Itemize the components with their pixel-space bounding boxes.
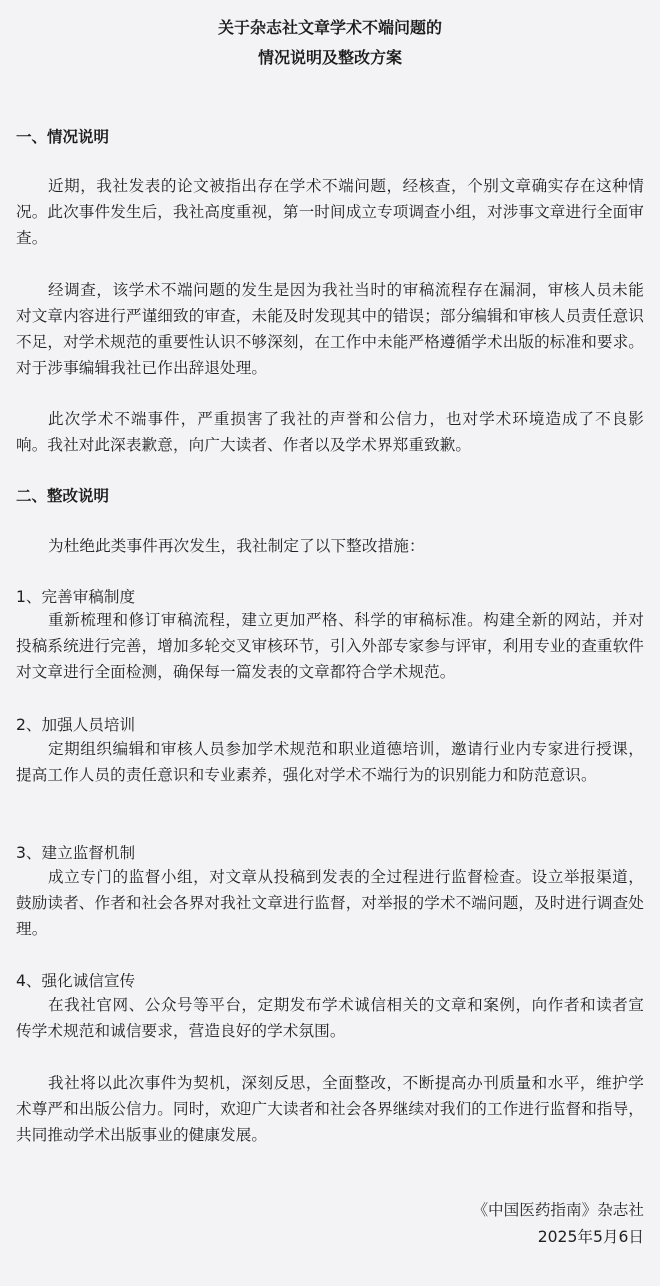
rectification-intro: 为杜绝此类事件再次发生，我社制定了以下整改措施： [48, 537, 425, 555]
measure-text-4: 在我社官网、公众号等平台，定期发布学术诚信相关的文章和案例，向作者和读者宣传学术规范和诚信要求，营造良好的学术氛围。 [16, 996, 644, 1040]
measure-text-3: 成立专门的监督小组，对文章从投稿到发表的全过程进行监督检查。设立举报渠道，鼓励读者、作者和社会各界对我社文章进行监督，对举报的学术不端问题，及时进行调查处理。 [16, 868, 644, 938]
document-title-line-1: 关于杂志社文章学术不端问题的 [217, 18, 442, 37]
measure-text-2: 定期组织编辑和审核人员参加学术规范和职业道德培训，邀请行业内专家进行授课，提高工作人员的责任意识和专业素养，强化对学术不端行为的识别能力和防范意识。 [16, 740, 644, 784]
closing-paragraph: 我社将以此次事件为契机，深刻反思，全面整改，不断提高办刊质量和水平，维护学术尊严和出版公信力。同时，欢迎广大读者和社会各界继续对我们的工作进行监督和指导，共同推动学术出版事业的健康发展。 [16, 1074, 644, 1144]
measure-title-2: 2、加强人员培训 [16, 716, 136, 734]
measure-title-4: 4、强化诚信宣传 [16, 972, 136, 990]
measure-title-1: 1、完善审稿制度 [16, 588, 136, 606]
signature-organization: 《中国医药指南》杂志社 [472, 1201, 644, 1219]
signature-date: 2025年5月6日 [537, 1228, 644, 1246]
measure-title-3: 3、建立监督机制 [16, 844, 136, 862]
situation-paragraph-2: 经调查，该学术不端问题的发生是因为我社当时的审稿流程存在漏洞，审核人员未能对文章内容进行严谨细致的审查，未能及时发现其中的错误；部分编辑和审核人员责任意识不足，对学术规范的重要性认识不够深刻，在工作中未能严格遵循学术出版的标准和要求。对于涉事编辑我社已作出辞退处理。 [16, 281, 644, 377]
measure-text-1: 重新梳理和修订审稿流程，建立更加严格、科学的审稿标准。构建全新的网站，并对投稿系统进行完善，增加多轮交叉审核环节，引入外部专家参与评审，利用专业的查重软件对文章进行全面检测，确保每一篇发表的文章都符合学术规范。 [16, 611, 644, 681]
section-heading-situation: 一、情况说明 [16, 128, 110, 146]
section-heading-rectification: 二、整改说明 [16, 487, 110, 505]
situation-paragraph-1: 近期，我社发表的论文被指出存在学术不端问题，经核查，个别文章确实存在这种情况。此次事件发生后，我社高度重视，第一时间成立专项调查小组，对涉事文章进行全面审查。 [16, 177, 644, 247]
document-title-line-2: 情况说明及整改方案 [257, 48, 402, 67]
situation-paragraph-3: 此次学术不端事件，严重损害了我社的声誉和公信力，也对学术环境造成了不良影响。我社对此深表歉意，向广大读者、作者以及学术界郑重致歉。 [16, 410, 644, 454]
